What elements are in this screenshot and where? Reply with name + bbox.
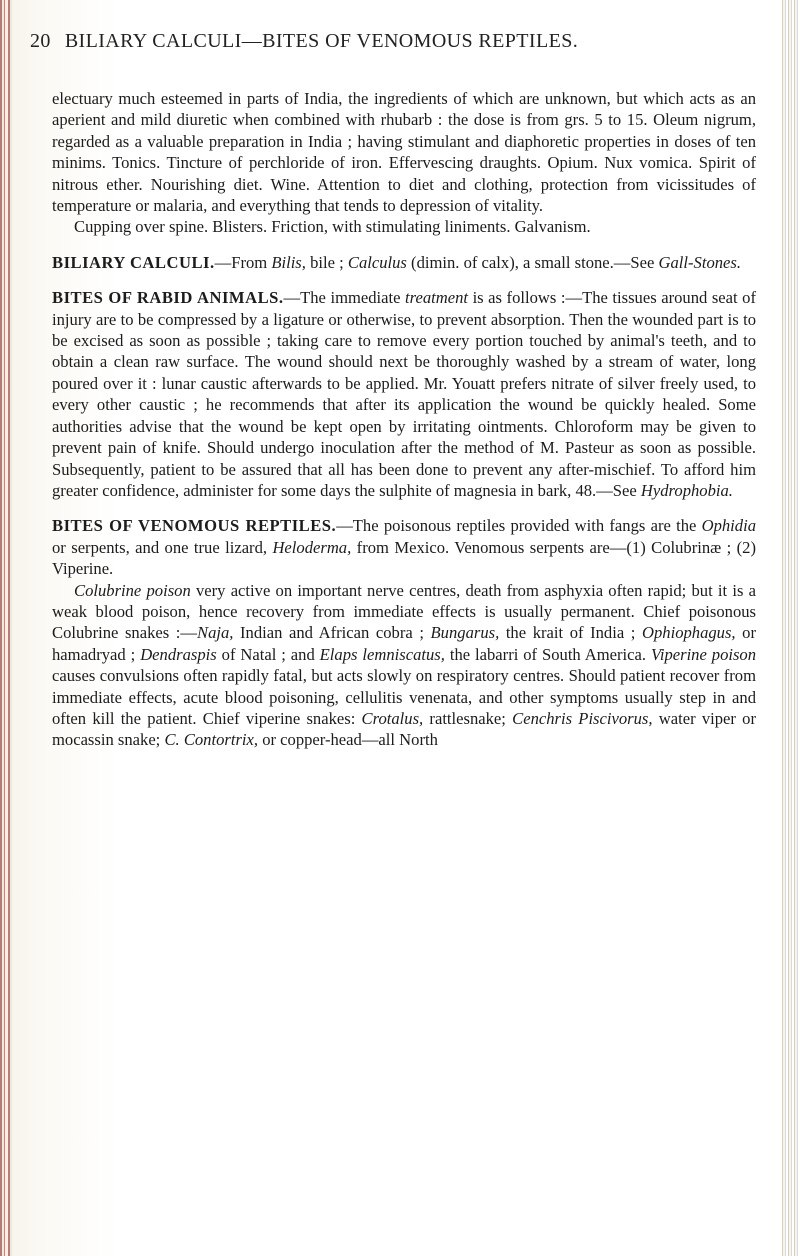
entry-italic: Viperine poison xyxy=(650,644,757,664)
entry-italic: C. Contortrix, xyxy=(164,730,259,750)
entry-italic: Colubrine poison xyxy=(74,580,191,600)
entry-text: of Natal ; and xyxy=(216,644,320,664)
entry-text: the labarri of South America. xyxy=(444,644,651,664)
entry-text: (dimin. of calx), a small stone.—See xyxy=(406,252,659,272)
entry-italic: treatment xyxy=(405,288,469,308)
entry-text: very active on important nerve centres, death from asphyxia often rapid; but it is a weak blood poison, hence recovery from immediate effects is usually permanent. Chief poisonous Colubrine snakes :— xyxy=(52,580,757,643)
entry-text: is as follows :—The tissues around seat of injury are to be compressed by a ligature or otherwise, to prevent absorption. Then the wounded part is to be excised as soon as possible ; taking care to remove every portion touched by animal's teeth, and to obtain a clean raw surface. The wound should next be thoroughly washed by a stream of water, long poured over it : lunar caustic afterwards to be applied. Mr. Youatt prefers nitrate of silver freely used, to every other caustic ; he recommends that after its application the wound be quickly healed. Some authorities advise that the wound be kept open by irritating ointments. Chloroform may be given to prevent pain of knife. Should undergo inoculation after the method of M. Pasteur as soon as possible. Subsequently, patient to be assured that all has been done to prevent any after-mischief. To afford him greater confidence, administer for some days the sulphite of magnesia in bark, 48.—See xyxy=(52,288,756,500)
paragraph-colubrine-viperine xyxy=(52,580,756,751)
entry-biliary-calculi xyxy=(52,252,756,273)
entry-text: Indian and African cobra ; xyxy=(233,623,431,643)
entry-heading: BITES OF VENOMOUS REPTILES. xyxy=(52,516,337,536)
entry-text: bile ; xyxy=(305,252,348,272)
entry-bites-venomous-reptiles xyxy=(52,515,756,579)
entry-italic: Bungarus, xyxy=(430,623,500,643)
entry-text: —The immediate xyxy=(283,288,406,308)
entry-italic: Naja, xyxy=(197,623,234,643)
entry-text: water viper or mocassin snake; xyxy=(52,708,756,750)
running-head-title: BILIARY CALCULI—BITES OF VENOMOUS REPTILES. xyxy=(64,30,579,52)
page-binding-edge xyxy=(0,0,12,1256)
running-head xyxy=(30,30,750,53)
page-fore-edge xyxy=(782,0,800,1256)
entry-text: or serpents, and one true lizard, xyxy=(52,537,273,557)
entry-italic: Elaps lemniscatus, xyxy=(319,644,445,664)
entry-italic: Crotalus, xyxy=(361,708,424,728)
paragraph-electuary: electuary much esteemed in parts of India, the ingredients of which are unknown, but which acts as an aperient and mild diuretic when combined with rhubarb : the dose is from grs. 5 to 15. Oleum nigrum, regarded as a valuable preparation in India ; having stimulant and diaphoretic properties in doses of ten minims. Tonics. Tincture of perchloride of iron. Effervescing draughts. Opium. Nux vomica. Spirit of nitrous ether. Nourishing diet. Wine. Attention to diet and clothing, protection from vicissitudes of temperature or malaria, and everything that tends to depression of vitality. xyxy=(52,89,756,216)
entry-heading: BITES OF RABID ANIMALS. xyxy=(52,288,284,308)
entry-text: the krait of India ; xyxy=(499,623,642,643)
paragraph-cupping: Cupping over spine. Blisters. Friction, with stimulating liniments. Galvanism. xyxy=(74,217,591,237)
entry-text: or hamadryad ; xyxy=(52,623,756,664)
entry-text: —From xyxy=(214,252,272,272)
entry-text: rattlesnake; xyxy=(423,708,513,728)
entry-italic: Cenchris Piscivorus, xyxy=(512,708,653,728)
page-number: 20 xyxy=(30,30,51,52)
entry-text: or copper-head—all North xyxy=(258,730,438,750)
cross-reference: Hydrophobia. xyxy=(640,480,733,500)
body-text xyxy=(52,88,756,751)
entry-text: —The poisonous reptiles provided with fangs are the xyxy=(336,516,702,536)
entry-text: from Mexico. Venomous serpents are—(1) Colubrinæ ; (2) Viperine. xyxy=(52,537,756,579)
entry-heading: BILIARY CALCULI. xyxy=(52,252,215,272)
cross-reference: Gall-Stones. xyxy=(658,252,742,272)
entry-bites-rabid-animals xyxy=(52,287,756,501)
entry-italic: Dendraspis xyxy=(140,644,217,664)
entry-italic: Ophidia xyxy=(701,516,756,536)
entry-italic: Calculus xyxy=(347,252,407,272)
entry-italic: Heloderma, xyxy=(272,537,352,557)
entry-text: causes convulsions often rapidly fatal, but acts slowly on respiratory centres. Should patient recover from immediate effects, acute blood poisoning, cellulitis venenata, and other symptoms usually step in and often kill the patient. Chief viperine snakes: xyxy=(52,666,756,728)
entry-italic: Bilis, xyxy=(271,252,306,272)
entry-italic: Ophiophagus, xyxy=(642,623,736,643)
